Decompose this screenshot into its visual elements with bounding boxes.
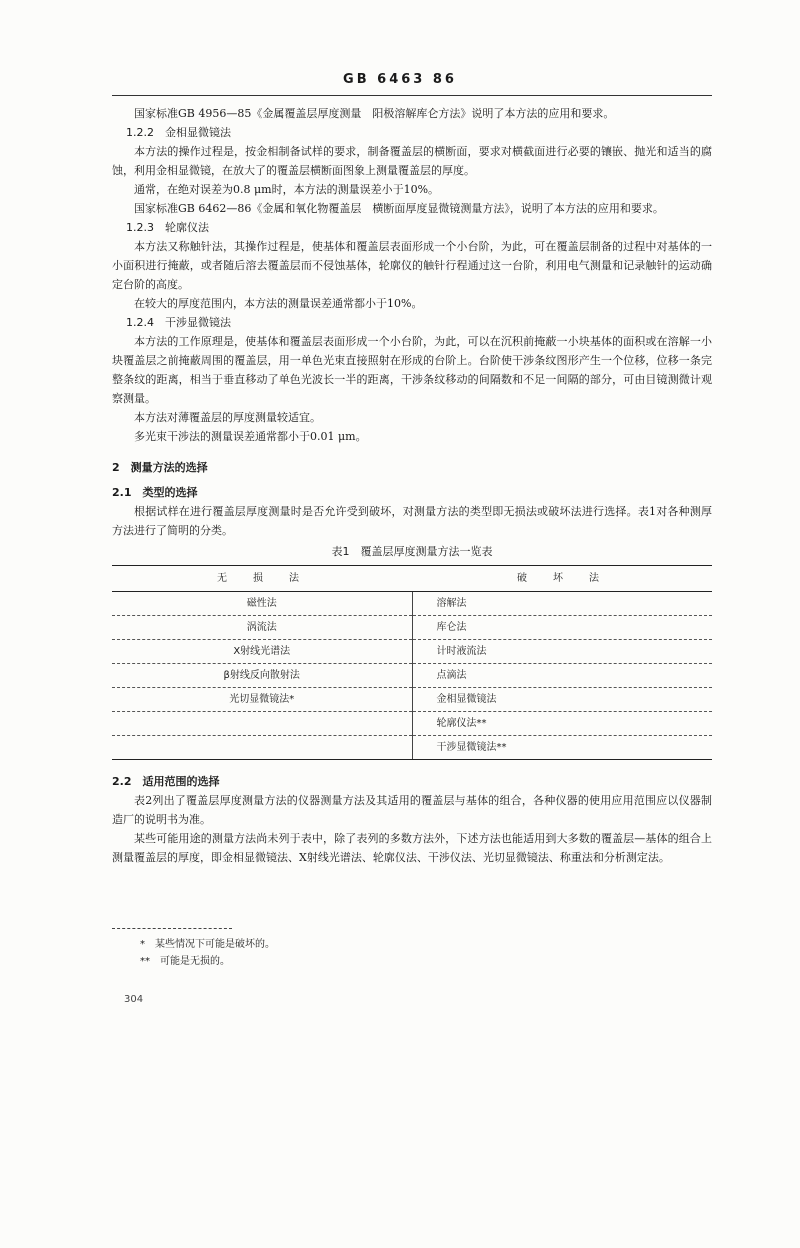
- table-row: [112, 592, 712, 616]
- section-2-heading: 2 测量方法的选择: [112, 461, 208, 474]
- table-row: [112, 712, 712, 736]
- section-1-2-4-heading: 1.2.4 干涉显微镜法: [126, 316, 231, 329]
- section-2-2-para: 某些可能用途的测量方法尚未列于表中，除了表列的多数方法外，下述方法也能适用到大多数的覆盖层—基体的组合上测量覆盖层的厚度，即金相显微镜法、X射线光谱法、轮廓仪法、干涉仪法、光切显微镜法、称重法和分析测定法。: [112, 832, 712, 864]
- table-row: [112, 640, 712, 664]
- section-1-2-2-heading: 1.2.2 金相显微镜法: [126, 126, 231, 139]
- section-1-2-2-para: 通常，在绝对误差为0.8 μm时，本方法的测量误差小于10%。: [134, 183, 440, 196]
- table-caption: 表1 覆盖层厚度测量方法一览表: [331, 545, 493, 558]
- table-header-nondestructive: 无 损 法: [112, 566, 412, 592]
- section-1-2-3-para: 在较大的厚度范围内，本方法的测量误差通常都小于10%。: [134, 297, 423, 310]
- document-body: [112, 104, 712, 867]
- table-cell-destructive: 干涉显微镜法**: [412, 736, 712, 760]
- section-1-2-4-para: 本方法对薄覆盖层的厚度测量较适宜。: [134, 411, 321, 424]
- table-header-row: [112, 566, 712, 592]
- section-2-2-para: 表2列出了覆盖层厚度测量方法的仪器测量方法及其适用的覆盖层与基体的组合，各种仪器的使用应用范围应以仪器制造厂的说明书为准。: [112, 794, 712, 826]
- table-cell-destructive: 库仑法: [412, 616, 712, 640]
- page-header: GB 6463 86: [343, 72, 457, 87]
- section-1-2-4-para: 多光束干涉法的测量误差通常都小于0.01 μm。: [134, 430, 367, 443]
- footnotes: [140, 936, 275, 970]
- section-1-2-1-tail: 国家标准GB 4956—85《金属覆盖层厚度测量 阳极溶解库仑方法》说明了本方法的应用和要求。: [134, 107, 615, 120]
- table-cell-destructive: 轮廓仪法**: [412, 712, 712, 736]
- section-1-2-3-para: 本方法又称触针法，其操作过程是，使基体和覆盖层表面形成一个小台阶，为此，可在覆盖层制备的过程中对基体的一小面积进行掩蔽，或者随后溶去覆盖层而不侵蚀基体，轮廓仪的触针行程通过这一台阶，利用电气测量和记录触针的运动确定台阶的高度。: [112, 240, 712, 291]
- table-cell-destructive: 金相显微镜法: [412, 688, 712, 712]
- table-cell-nondestructive: [112, 712, 412, 736]
- table-cell-destructive: 点滴法: [412, 664, 712, 688]
- table-header-destructive: 破 坏 法: [412, 566, 712, 592]
- header-rule: [112, 95, 712, 96]
- table-cell-nondestructive: 光切显微镜法*: [112, 688, 412, 712]
- section-2-1-para: 根据试样在进行覆盖层厚度测量时是否允许受到破坏，对测量方法的类型即无损法或破坏法进行选择。表1对各种测厚方法进行了简明的分类。: [112, 505, 712, 537]
- table-row: [112, 688, 712, 712]
- footnote: ** 可能是无损的。: [140, 956, 230, 967]
- table-cell-nondestructive: [112, 736, 412, 760]
- table-cell-nondestructive: 磁性法: [112, 592, 412, 616]
- table-cell-destructive: 计时液流法: [412, 640, 712, 664]
- section-2-1-heading: 2.1 类型的选择: [112, 486, 198, 499]
- section-1-2-2-para: 国家标准GB 6462—86《金属和氧化物覆盖层 横断面厚度显微镜测量方法》，说明了本方法的应用和要求。: [134, 202, 664, 215]
- section-1-2-4-para: 本方法的工作原理是，使基体和覆盖层表面形成一个小台阶，为此，可以在沉积前掩蔽一小块基体的面积或在溶解一小块覆盖层之前掩蔽周围的覆盖层，用一单色光束直接照射在形成的台阶上。台阶使干涉条纹图形产生一个位移，位移一条完整条纹的距离，相当于垂直移动了单色光波长一半的距离，干涉条纹移动的间隔数和不足一间隔的部分，可由目镜测微计观察测量。: [112, 335, 712, 405]
- table-cell-nondestructive: X射线光谱法: [112, 640, 412, 664]
- footnote: * 某些情况下可能是破坏的。: [140, 939, 275, 950]
- table-cell-nondestructive: β射线反向散射法: [112, 664, 412, 688]
- footnote-rule: [112, 928, 232, 929]
- section-1-2-2-para: 本方法的操作过程是，按金相制备试样的要求，制备覆盖层的横断面，要求对横截面进行必要的镶嵌、抛光和适当的腐蚀，利用金相显微镜，在放大了的覆盖层横断面图象上测量覆盖层的厚度。: [112, 145, 712, 177]
- table-row: [112, 664, 712, 688]
- section-2-2-heading: 2.2 适用范围的选择: [112, 775, 220, 788]
- table-cell-nondestructive: 涡流法: [112, 616, 412, 640]
- table-cell-destructive: 溶解法: [412, 592, 712, 616]
- table-row: [112, 616, 712, 640]
- methods-table: [112, 565, 712, 760]
- table-row: [112, 736, 712, 760]
- page-number: 304: [124, 994, 144, 1005]
- section-1-2-3-heading: 1.2.3 轮廓仪法: [126, 221, 209, 234]
